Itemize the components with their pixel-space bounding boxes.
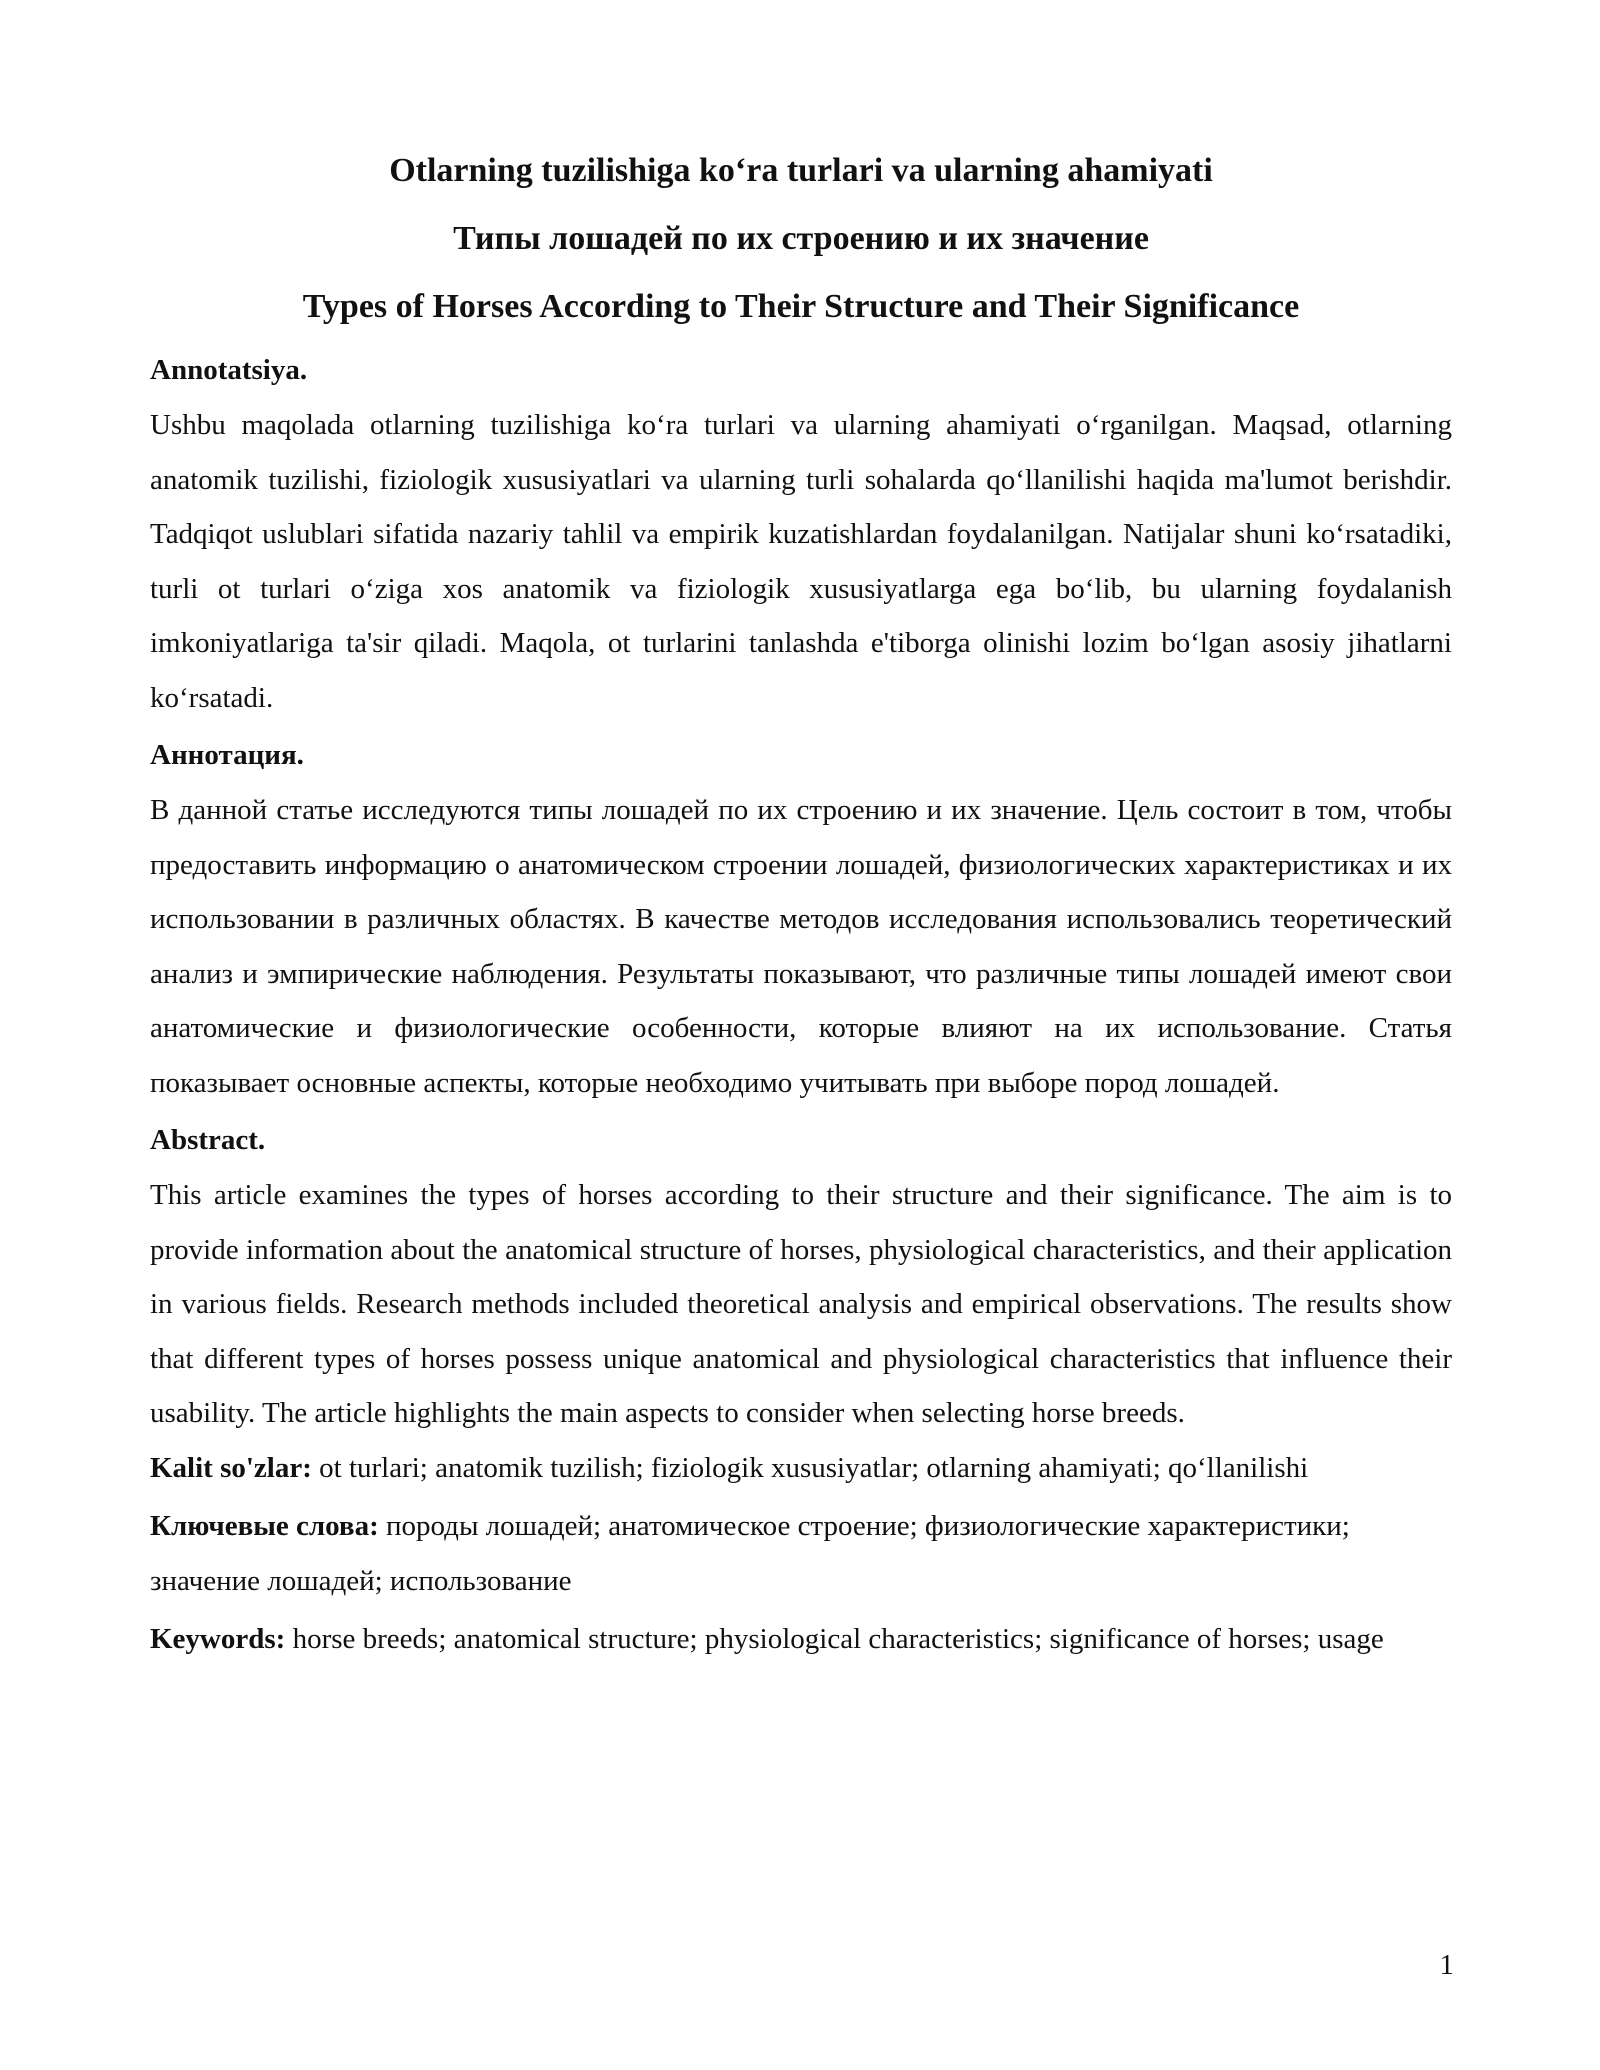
keywords-uzbek-text: ot turlari; anatomik tuzilish; fiziologik xususiyatlar; otlarning ahamiyati; qo‘llanilishi bbox=[311, 1451, 1309, 1484]
title-uzbek: Otlarning tuzilishiga ko‘ra turlari va ularning ahamiyati bbox=[389, 152, 1213, 189]
keywords-english bbox=[150, 1612, 1452, 1667]
keywords-uzbek bbox=[150, 1441, 1452, 1496]
keywords-russian bbox=[150, 1499, 1452, 1608]
page-number: 1 bbox=[1439, 1949, 1454, 1981]
title-russian: Типы лошадей по их строению и их значение bbox=[453, 220, 1149, 257]
annotatsiya-text: Ushbu maqolada otlarning tuzilishiga ko‘ra turlari va ularning ahamiyati o‘rganilgan. Maqsad, otlarning anatomik tuzilishi, fiziologik xususiyatlari va ularning turli sohalarda qo‘llanilishi haqida ma'lumot berishdir. Tadqiqot uslublari sifatida nazariy tahlil va empirik kuzatishlardan foydalanilgan. Natijalar shuni ko‘rsatadiki, turli ot turlari o‘ziga xos anatomik va fiziologik xususiyatlarga ega bo‘lib, bu ularning foydalanish imkoniyatlariga ta'sir qiladi. Maqola, ot turlarini tanlashda e'tiborga olinishi lozim bo‘lgan asosiy jihatlarni ko‘rsatadi. bbox=[150, 409, 1452, 714]
abstract-text: This article examines the types of horses according to their structure and their significance. The aim is to provide information about the anatomical structure of horses, physiological characteristics, and their application in various fields. Research methods included theoretical analysis and empirical observations. The results show that different types of horses possess unique anatomical and physiological characteristics that influence their usability. The article highlights the main aspects to consider when selecting horse breeds. bbox=[150, 1179, 1452, 1429]
abstract-heading: Abstract. bbox=[150, 1124, 266, 1156]
keywords-english-label: Keywords: bbox=[150, 1623, 286, 1655]
title-english: Types of Horses According to Their Structure and Their Significance bbox=[302, 288, 1300, 325]
annotatsiya-heading: Annotatsiya. bbox=[150, 354, 308, 386]
keywords-english-text: horse breeds; anatomical structure; physiological characteristics; significance of horses; usage bbox=[285, 1623, 1384, 1655]
document-page bbox=[150, 148, 1452, 1671]
annotation-ru-text: В данной статье исследуются типы лошадей по их строению и их значение. Цель состоит в том, чтобы предоставить информацию о анатомическом строении лошадей, физиологических характеристиках и их использовании в различных областях. В качестве методов исследования использовались теоретический анализ и эмпирические наблюдения. Результаты показывают, что различные типы лошадей имеют свои анатомические и физиологические особенности, которые влияют на их использование. Статья показывает основные аспекты, которые необходимо учитывать при выборе пород лошадей. bbox=[150, 794, 1452, 1099]
keywords-uzbek-label: Kalit so'zlar: bbox=[150, 1451, 312, 1484]
annotation-ru-heading: Аннотация. bbox=[150, 739, 304, 771]
keywords-russian-label: Ключевые слова: bbox=[150, 1510, 379, 1542]
keywords-russian-text: породы лошадей; анатомическое строение; физиологические характеристики; значение лошадей; использование bbox=[150, 1510, 1350, 1597]
